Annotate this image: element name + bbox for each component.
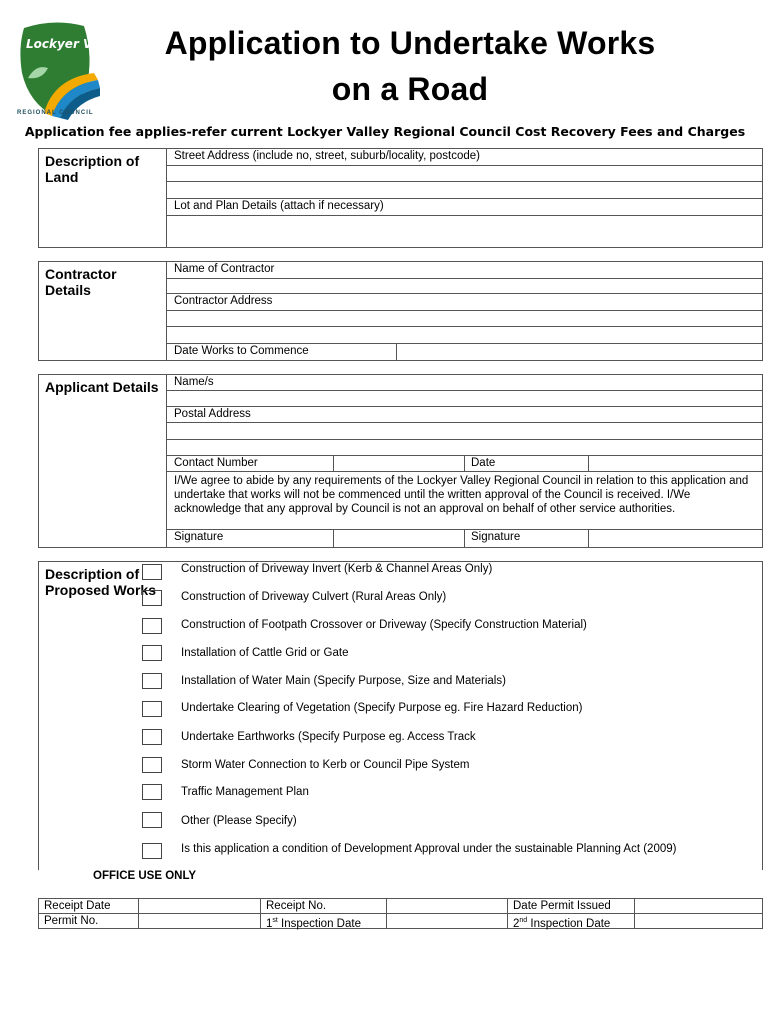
checkbox-driveway-invert[interactable]: [142, 564, 162, 580]
works-item-8: Storm Water Connection to Kerb or Council Pipe System: [181, 759, 470, 771]
checkbox-footpath-crossover[interactable]: [142, 618, 162, 634]
page-title-line1: Application to Undertake Works: [164, 25, 656, 61]
applicant-section: [38, 374, 763, 548]
checkbox-traffic-management[interactable]: [142, 784, 162, 800]
date-label: Date: [464, 456, 588, 471]
works-item-5: Installation of Water Main (Specify Purpose, Size and Materials): [181, 675, 506, 687]
fee-note: Application fee applies-refer current Lockyer Valley Regional Council Cost Recovery Fees and Charges: [24, 124, 746, 139]
names-field[interactable]: [167, 375, 762, 391]
permit-no-label: Permit No.: [39, 914, 139, 929]
signature-input-1[interactable]: [333, 530, 464, 547]
contact-number-label: Contact Number: [174, 457, 258, 469]
postal-address-label: Postal Address: [174, 408, 251, 420]
checkbox-clearing-vegetation[interactable]: [142, 701, 162, 717]
lot-plan-line2[interactable]: [167, 216, 762, 247]
works-label: Description of Proposed Works: [45, 566, 156, 598]
street-address-line2[interactable]: [167, 166, 762, 182]
works-item-3: Construction of Footpath Crossover or Driveway (Specify Construction Material): [181, 619, 587, 631]
street-address-field[interactable]: [167, 149, 762, 166]
street-address-label: Street Address (include no, street, suburb/locality, postcode): [174, 150, 480, 162]
postal-address-field[interactable]: [167, 407, 762, 423]
contractor-name-label: Name of Contractor: [174, 263, 275, 275]
date-permit-label: Date Permit Issued: [508, 899, 635, 914]
receipt-no-input[interactable]: [387, 899, 508, 914]
declaration: I/We agree to abide by any requirements of the Lockyer Valley Regional Council in relation to this application and undertake that works will not be commenced until the written approval of the Council is received. I/We acknowledge that any approval by Council is not an approval on behalf of other service authorities.: [167, 473, 762, 530]
page-title-line2: on a Road: [331, 71, 489, 107]
works-item-1: Construction of Driveway Invert (Kerb & Channel Areas Only): [181, 563, 493, 575]
checkbox-driveway-culvert[interactable]: [142, 590, 162, 606]
date-permit-input[interactable]: [635, 899, 762, 914]
works-item-4: Installation of Cattle Grid or Gate: [181, 647, 349, 659]
street-address-line3[interactable]: [167, 182, 762, 199]
contractor-section: [38, 261, 763, 361]
permit-no-input[interactable]: [139, 914, 261, 929]
date-commence-input[interactable]: [396, 344, 762, 360]
lot-plan-label: Lot and Plan Details (attach if necessary): [174, 200, 384, 212]
checkbox-development-approval[interactable]: [142, 843, 162, 859]
works-item-2: Construction of Driveway Culvert (Rural Areas Only): [181, 591, 447, 603]
logo-subtitle: REGIONAL COUNCIL: [17, 110, 94, 116]
checkbox-other[interactable]: [142, 812, 162, 828]
works-item-9: Traffic Management Plan: [181, 786, 309, 798]
council-logo: [14, 18, 124, 120]
signature-row: [167, 530, 762, 547]
receipt-date-input[interactable]: [139, 899, 261, 914]
signature-label-1: Signature: [174, 531, 224, 543]
date-input[interactable]: [588, 456, 762, 471]
contractor-address-line2[interactable]: [167, 311, 762, 327]
contact-number-input[interactable]: [333, 456, 464, 471]
date-commence-label: Date Works to Commence: [174, 345, 309, 357]
names-label: Name/s: [174, 376, 214, 388]
names-line2[interactable]: [167, 391, 762, 407]
office-use-heading: OFFICE USE ONLY: [93, 870, 197, 882]
date-commence-row: [167, 344, 762, 360]
first-inspection-label: 1st Inspection Date: [261, 914, 387, 929]
receipt-date-label: Receipt Date: [39, 899, 139, 914]
receipt-no-label: Receipt No.: [261, 899, 387, 914]
works-item-7: Undertake Earthworks (Specify Purpose eg. Access Track: [181, 731, 476, 743]
works-item-10: Other (Please Specify): [181, 815, 297, 827]
contractor-name-line2[interactable]: [167, 279, 762, 294]
postal-address-line3[interactable]: [167, 440, 762, 456]
contractor-address-field[interactable]: [167, 294, 762, 311]
contact-date-row: [167, 456, 762, 472]
applicant-label: Applicant Details: [39, 375, 167, 547]
office-use-table: [38, 898, 763, 929]
lot-plan-field[interactable]: [167, 199, 762, 216]
checkbox-water-main[interactable]: [142, 673, 162, 689]
postal-address-line2[interactable]: [167, 423, 762, 440]
works-item-6: Undertake Clearing of Vegetation (Specify Purpose eg. Fire Hazard Reduction): [181, 702, 583, 714]
second-inspection-label: 2nd Inspection Date: [508, 914, 635, 929]
checkbox-storm-water[interactable]: [142, 757, 162, 773]
contractor-address-line3[interactable]: [167, 327, 762, 344]
contractor-label: Contractor Details: [39, 262, 167, 360]
contractor-name-field[interactable]: [167, 262, 762, 279]
checkbox-earthworks[interactable]: [142, 729, 162, 745]
works-item-11: Is this application a condition of Development Approval under the sustainable Planning Act (2009): [181, 843, 677, 855]
logo-name: Lockyer Valley: [26, 37, 124, 51]
checkbox-cattle-grid[interactable]: [142, 645, 162, 661]
signature-label-2: Signature: [464, 530, 588, 547]
second-inspection-input[interactable]: [635, 914, 762, 929]
land-label: Description of Land: [39, 149, 167, 247]
signature-input-2[interactable]: [588, 530, 762, 547]
first-inspection-input[interactable]: [387, 914, 508, 929]
contractor-address-label: Contractor Address: [174, 295, 273, 307]
land-section: [38, 148, 763, 248]
